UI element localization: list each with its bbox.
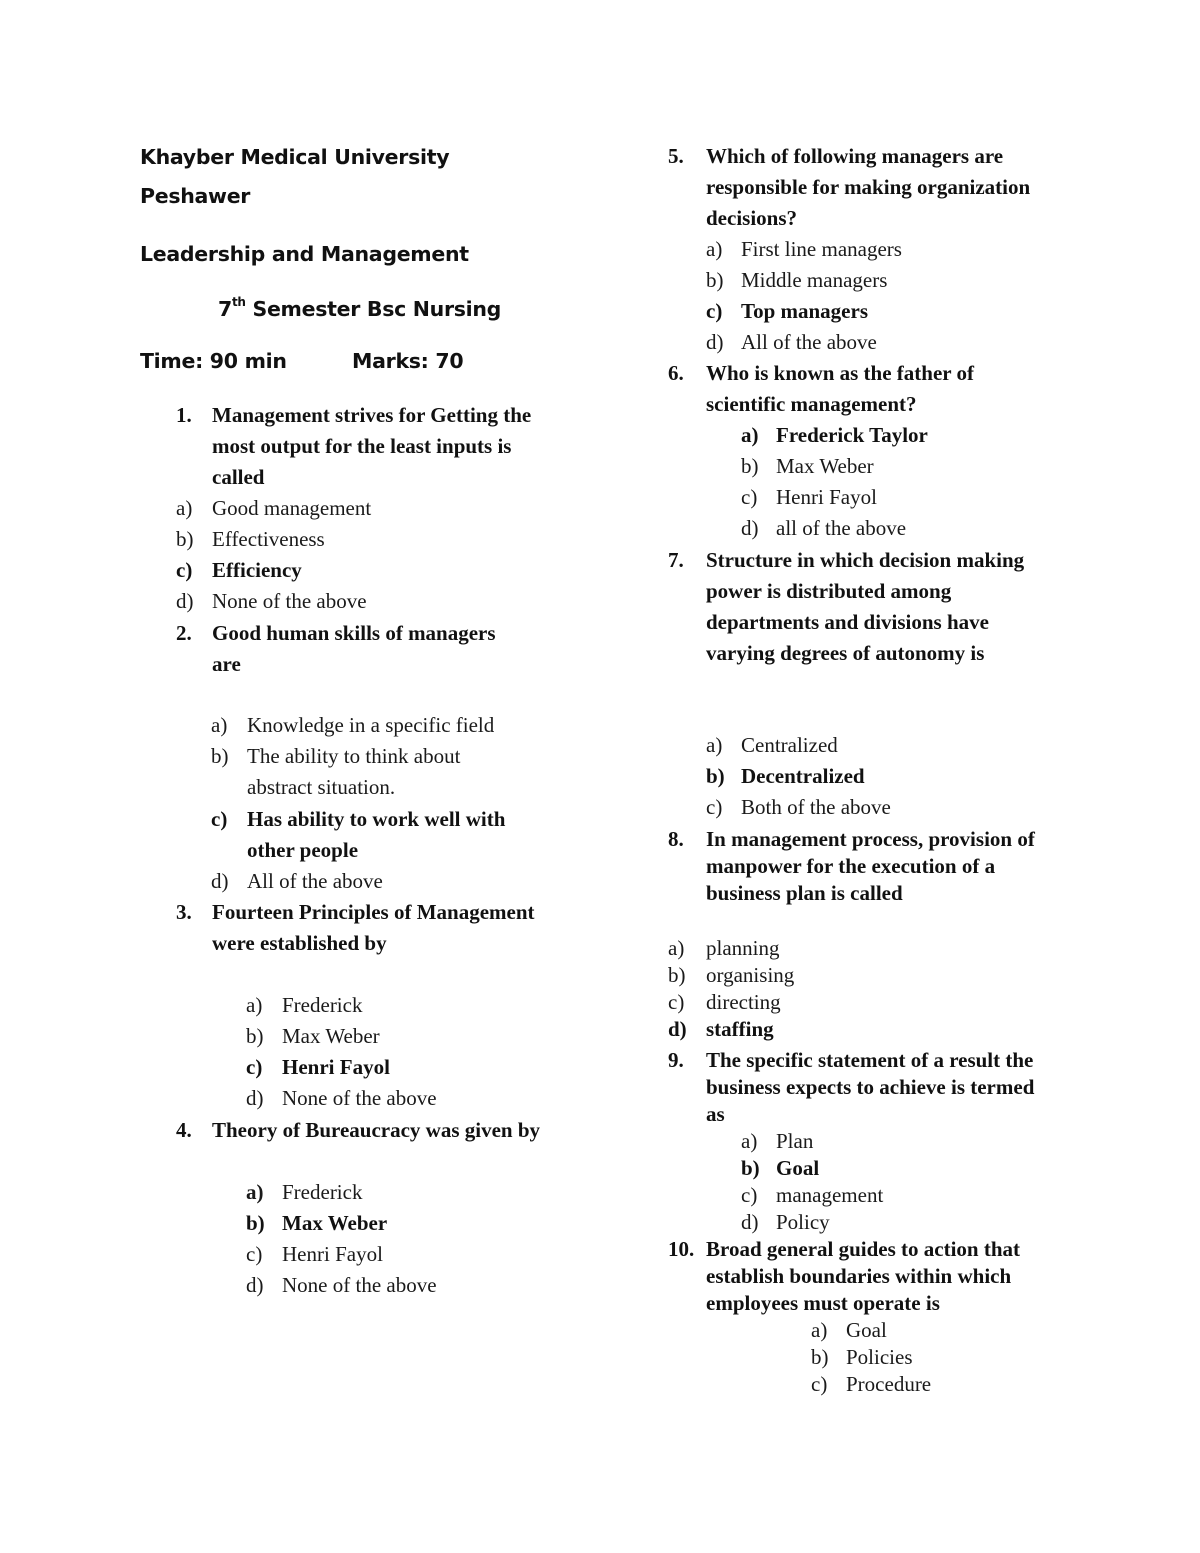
question-9-option-a[interactable]: a) Plan xyxy=(741,1129,814,1153)
question-3: 3. Fourteen Principles of Management were established by xyxy=(176,900,535,955)
question-4-option-d[interactable]: d) None of the above xyxy=(246,1273,437,1297)
question-2-option-d[interactable]: d) All of the above xyxy=(211,869,383,893)
question-8-option-d[interactable]: d) staffing xyxy=(668,1017,774,1041)
question-1-option-d[interactable]: d) None of the above xyxy=(176,589,367,613)
question-4-option-b[interactable]: b) Max Weber xyxy=(246,1211,388,1235)
question-5-option-c[interactable]: c) Top managers xyxy=(706,299,868,323)
question-5-option-a[interactable]: a) First line managers xyxy=(706,237,902,261)
question-6: 6. Who is known as the father of scientific management? xyxy=(668,361,974,416)
question-7-option-b[interactable]: b) Decentralized xyxy=(706,764,865,788)
question-8-option-c[interactable]: c) directing xyxy=(668,990,781,1014)
university-name: Khayber Medical University xyxy=(140,145,450,169)
question-9: 9. The specific statement of a result the business expects to achieve is termed as xyxy=(668,1048,1035,1126)
semester-line: 7th Semester Bsc Nursing xyxy=(218,295,502,321)
question-8: 8. In management process, provision of manpower for the execution of a business plan is called xyxy=(668,827,1035,905)
university-city: Peshawer xyxy=(140,184,251,208)
question-4: 4. Theory of Bureaucracy was given by xyxy=(176,1118,541,1142)
question-6-option-c[interactable]: c) Henri Fayol xyxy=(741,485,877,509)
question-2-option-a[interactable]: a) Knowledge in a specific field xyxy=(211,713,495,737)
question-2: 2. Good human skills of managers are xyxy=(176,621,496,676)
exam-time: Time: 90 min xyxy=(140,349,287,373)
question-5-option-b[interactable]: b) Middle managers xyxy=(706,268,888,292)
question-3-option-d[interactable]: d) None of the above xyxy=(246,1086,437,1110)
exam-marks: Marks: 70 xyxy=(352,349,464,373)
question-2-option-c[interactable]: c) Has ability to work well with other people xyxy=(211,807,506,862)
question-10-option-c[interactable]: c) Procedure xyxy=(811,1372,932,1396)
question-3-option-a[interactable]: a) Frederick xyxy=(246,993,363,1017)
question-7: 7. Structure in which decision making power is distributed among departments and divisions have varying degrees of autonomy is xyxy=(668,548,1025,665)
question-4-option-c[interactable]: c) Henri Fayol xyxy=(246,1242,383,1266)
question-1-option-c[interactable]: c) Efficiency xyxy=(176,558,302,582)
question-1-option-a[interactable]: a) Good management xyxy=(176,496,372,520)
question-7-option-a[interactable]: a) Centralized xyxy=(706,733,838,757)
question-10: 10. Broad general guides to action that establish boundaries within which employees must operate is xyxy=(668,1237,1021,1315)
question-1: 1. Management strives for Getting the most output for the least inputs is called xyxy=(176,403,532,489)
question-6-option-b[interactable]: b) Max Weber xyxy=(741,454,874,478)
question-6-option-d[interactable]: d) all of the above xyxy=(741,516,907,540)
question-5: 5. Which of following managers are responsible for making organization decisions? xyxy=(668,144,1031,230)
question-6-option-a[interactable]: a) Frederick Taylor xyxy=(741,423,928,447)
question-9-option-d[interactable]: d) Policy xyxy=(741,1210,830,1234)
question-9-option-b[interactable]: b) Goal xyxy=(741,1156,820,1180)
question-4-option-a[interactable]: a) Frederick xyxy=(246,1180,363,1204)
question-8-option-a[interactable]: a) planning xyxy=(668,936,780,960)
question-7-option-c[interactable]: c) Both of the above xyxy=(706,795,891,819)
question-10-option-a[interactable]: a) Goal xyxy=(811,1318,887,1342)
course-title: Leadership and Management xyxy=(140,242,469,266)
question-9-option-c[interactable]: c) management xyxy=(741,1183,884,1207)
question-5-option-d[interactable]: d) All of the above xyxy=(706,330,877,354)
question-8-option-b[interactable]: b) organising xyxy=(668,963,795,987)
question-10-option-b[interactable]: b) Policies xyxy=(811,1345,913,1369)
question-2-option-b[interactable]: b) The ability to think about abstract situation. xyxy=(211,744,461,799)
question-3-option-c[interactable]: c) Henri Fayol xyxy=(246,1055,390,1079)
question-1-option-b[interactable]: b) Effectiveness xyxy=(176,527,325,551)
question-3-option-b[interactable]: b) Max Weber xyxy=(246,1024,380,1048)
